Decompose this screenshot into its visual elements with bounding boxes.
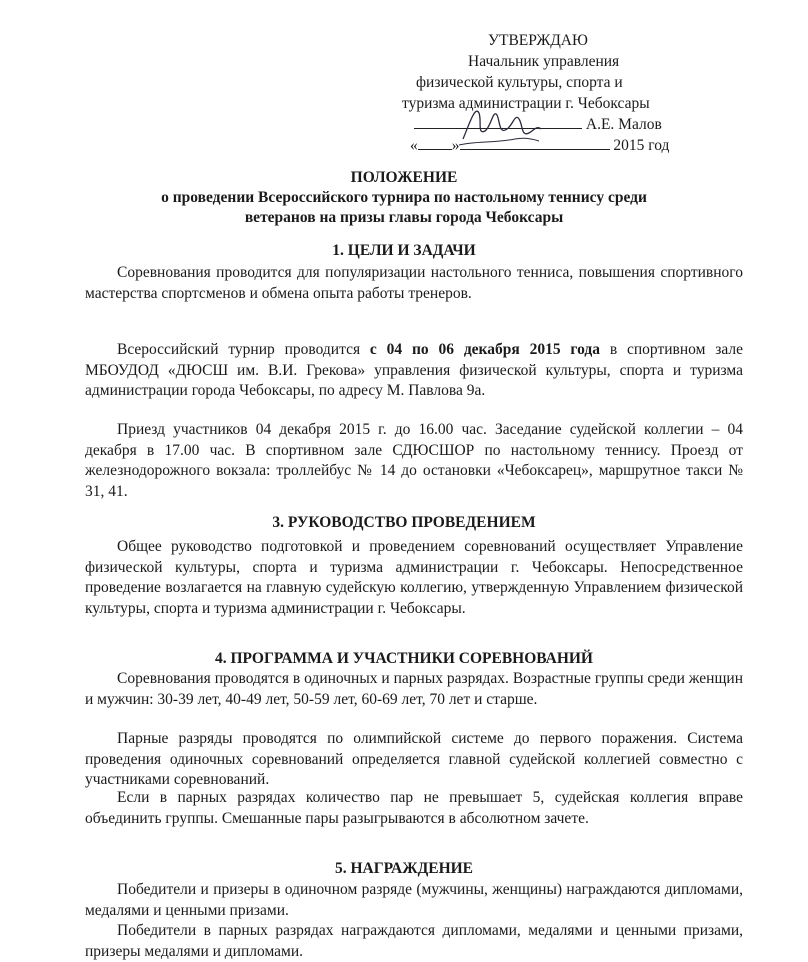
section-2-paragraph-2: Приезд участников 04 декабря 2015 г. до 16.00 час. Заседание судейской коллегии – 04 декабря в 17.00 час. В спортивном зале СДЮСШОР по настольному теннису. Проезд от железнодорожного вокзала: троллейбус № 14 до остановки «Чебоксарец», маршрутное такси № 31, 41. bbox=[85, 421, 743, 500]
section-2-paragraph-1 bbox=[85, 340, 743, 402]
document-title: ПОЛОЖЕНИЕ bbox=[350, 169, 458, 186]
section-3-heading: 3. РУКОВОДСТВО ПРОВЕДЕНИЕМ bbox=[272, 514, 536, 531]
approver-position-line-1: Начальник управления bbox=[468, 53, 620, 70]
event-dates: с 04 по 06 декабря 2015 года bbox=[369, 341, 600, 358]
section-2-text-a: Всероссийский турнир проводится bbox=[117, 341, 370, 358]
section-5-paragraph-2: Победители в парных разрядах награждаются дипломами, медалями и ценными призами, призеры медалями и дипломами. bbox=[85, 922, 743, 960]
section-4-paragraph-3: Если в парных разрядах количество пар не превышает 5, судейская коллегия вправе объединить группы. Смешанные пары разыгрываются в абсолютном зачете. bbox=[85, 789, 743, 827]
signature-line bbox=[400, 114, 720, 135]
signer-name: А.Е. Малов bbox=[585, 116, 662, 133]
date-line bbox=[400, 135, 720, 156]
section-5-paragraph-1: Победители и призеры в одиночном разряде (мужчины, женщины) награждаются дипломами, медалями и ценными призами. bbox=[85, 881, 743, 919]
section-4-paragraph-2: Парные разряды проводятся по олимпийской системе до первого поражения. Система проведения одиночных соревнований определяется главной судейской коллегией совместно с участниками соревнований. bbox=[85, 730, 743, 788]
section-1-heading: 1. ЦЕЛИ И ЗАДАЧИ bbox=[332, 242, 476, 259]
section-4-heading: 4. ПРОГРАММА И УЧАСТНИКИ СОРЕВНОВАНИЙ bbox=[214, 650, 593, 667]
section-4-paragraph-1: Соревнования проводятся в одиночных и парных разрядах. Возрастные группы среди женщин и мужчин: 30-39 лет, 40-49 лет, 50-59 лет, 60-69 лет, 70 лет и старше. bbox=[85, 670, 743, 708]
date-year: 2015 год bbox=[613, 137, 670, 154]
document-subtitle-line-1: о проведении Всероссийского турнира по настольному теннису среди bbox=[161, 189, 647, 206]
date-day-blank bbox=[418, 135, 452, 150]
date-open-quote: « bbox=[410, 137, 418, 154]
section-2-text-b: в спортивном зале МБОУДОД «ДЮСШ им. В.И. Грекова» управления физической культуры, спорта и туризма администрации города Чебоксары, по адресу М. Павлова 9а. bbox=[85, 341, 743, 399]
approval-block bbox=[400, 30, 720, 156]
section-1-paragraph: Соревнования проводится для популяризации настольного тенниса, повышения спортивного мастерства спортсменов и обмена опыта работы тренеров. bbox=[85, 264, 743, 302]
document-subtitle-line-2: ветеранов на призы главы города Чебоксары bbox=[244, 209, 564, 226]
date-close-quote: » bbox=[451, 137, 460, 154]
handwritten-signature bbox=[455, 95, 545, 155]
section-3-paragraph: Общее руководство подготовкой и проведением соревнований осуществляет Управление физической культуры, спорта и туризма администрации г. Чебоксары. Непосредственное проведение возлагается на главную судейскую коллегию, утвержденную Управлением физической культуры, спорта и туризма администрации г. Чебоксары. bbox=[85, 538, 743, 617]
approver-position-line-2: физической культуры, спорта и bbox=[416, 74, 623, 91]
approve-word: УТВЕРЖДАЮ bbox=[488, 32, 588, 49]
approver-position-line-3: туризма администрации г. Чебоксары bbox=[402, 95, 650, 112]
document-title-block bbox=[0, 168, 808, 228]
section-5-heading: 5. НАГРАЖДЕНИЕ bbox=[334, 860, 474, 877]
